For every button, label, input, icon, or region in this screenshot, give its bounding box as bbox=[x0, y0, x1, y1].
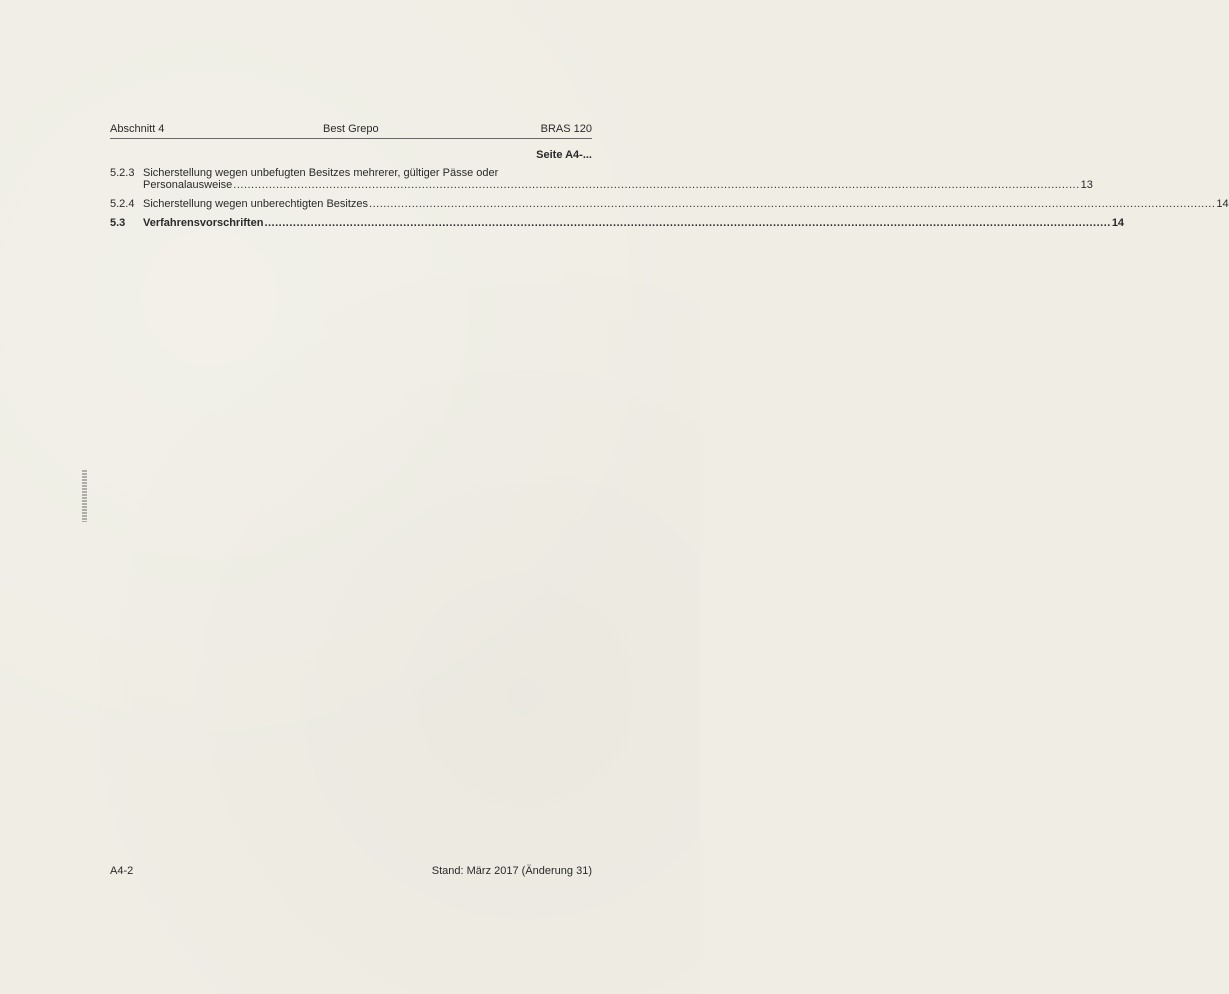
toc-entry-title-continuation: Personalausweise bbox=[143, 179, 233, 191]
toc-entry-title: Sicherstellung wegen unberechtigten Besitzes bbox=[143, 198, 369, 210]
toc-dot-leader bbox=[369, 198, 1215, 210]
toc-entry-5-2-3 bbox=[110, 167, 1093, 191]
header-title: Best Grepo bbox=[323, 123, 379, 135]
footer-page-number: A4-2 bbox=[110, 865, 134, 877]
toc-entry-title: Verfahrensvorschriften bbox=[143, 217, 264, 229]
toc-entry-number: 5.2.3 bbox=[110, 167, 135, 179]
toc-entry-number: 5.2.4 bbox=[110, 198, 135, 210]
toc-dot-leader bbox=[264, 217, 1110, 229]
toc-entry-title-line-2 bbox=[143, 179, 1093, 191]
toc-dot-leader bbox=[233, 179, 1079, 191]
toc-entry-5-3 bbox=[110, 217, 1125, 229]
toc-entry-page: 14 bbox=[1111, 217, 1125, 229]
toc-entry-title-line bbox=[143, 198, 1229, 210]
toc-entry-body bbox=[143, 198, 1229, 210]
page-column-label: Seite A4-... bbox=[536, 149, 592, 161]
table-of-contents bbox=[110, 167, 1229, 236]
toc-entry-page: 13 bbox=[1080, 179, 1093, 191]
header-doc-id: BRAS 120 bbox=[540, 123, 592, 135]
header-section: Abschnitt 4 bbox=[110, 123, 165, 135]
toc-entry-body bbox=[143, 167, 1093, 191]
page-header bbox=[110, 123, 592, 139]
side-stamp-mark bbox=[82, 470, 87, 522]
toc-entry-title-line bbox=[143, 217, 1124, 229]
toc-entry-page: 14 bbox=[1216, 198, 1229, 210]
toc-entry-number: 5.3 bbox=[110, 217, 126, 229]
toc-entry-body bbox=[143, 217, 1124, 229]
toc-entry-5-2-4 bbox=[110, 198, 1229, 210]
toc-entry-title-line: Sicherstellung wegen unbefugten Besitzes mehrerer, gültiger Pässe oder bbox=[143, 167, 499, 179]
footer-status: Stand: März 2017 (Änderung 31) bbox=[431, 865, 592, 877]
